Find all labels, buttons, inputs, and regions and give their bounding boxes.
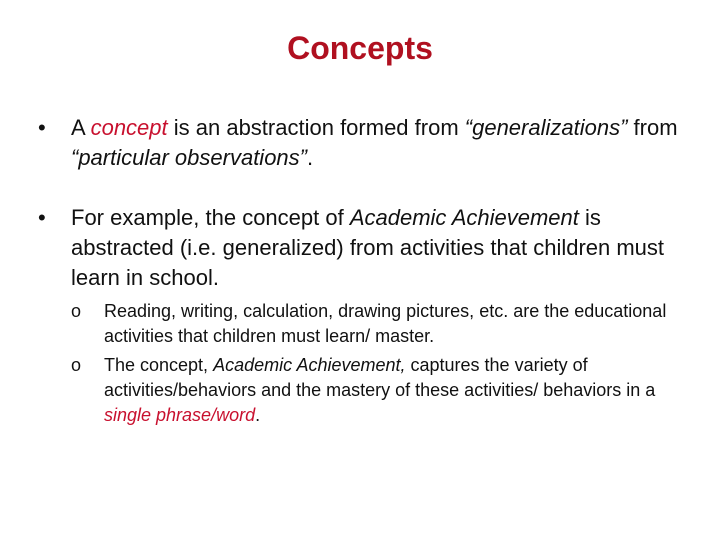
bullet2-text-1: For example, the concept of: [71, 205, 350, 230]
bullet-item-example: [38, 203, 678, 428]
sub-marker: o: [71, 301, 82, 321]
bullet1-generalizations: “generalizations”: [464, 115, 628, 140]
bullet1-text-3: is an abstraction formed from: [167, 115, 465, 140]
bullet1-text-7: .: [306, 145, 314, 170]
sub-bullet-list: [71, 299, 678, 428]
slide-title: Concepts: [287, 30, 433, 66]
bullet-item-concept-definition: [38, 113, 678, 173]
bullet1-particular-observations: “particular observations”: [71, 145, 307, 170]
sub2-text-5: .: [255, 405, 261, 425]
bullet2-academic-achievement: Academic Achievement: [349, 205, 579, 230]
bullet1-text-5: from: [627, 115, 678, 140]
sub-item-concept-captures: [71, 353, 678, 428]
bullet1-text-1: A: [71, 115, 91, 140]
sub2-academic-achievement: Academic Achievement,: [213, 355, 406, 375]
sub-item-activities: [71, 299, 678, 349]
bullet-marker: •: [38, 205, 46, 230]
bullet-marker: •: [38, 115, 46, 140]
bullet1-concept-term: concept: [90, 115, 168, 140]
bullet-list: [38, 113, 678, 458]
sub2-single-phrase-word: single phrase/word: [104, 405, 256, 425]
sub1-text: Reading, writing, calculation, drawing pictures, etc. are the educational activities that children must learn/ master.: [104, 301, 667, 346]
sub2-text-3: captures the variety of activities/behaviors and the mastery of these activities/ behaviors in a: [104, 355, 656, 400]
bullet2-text-3: is abstracted (i.e. generalized) from activities that children must learn in school.: [71, 205, 665, 290]
sub2-text-1: The concept,: [104, 355, 214, 375]
sub-marker: o: [71, 355, 82, 375]
